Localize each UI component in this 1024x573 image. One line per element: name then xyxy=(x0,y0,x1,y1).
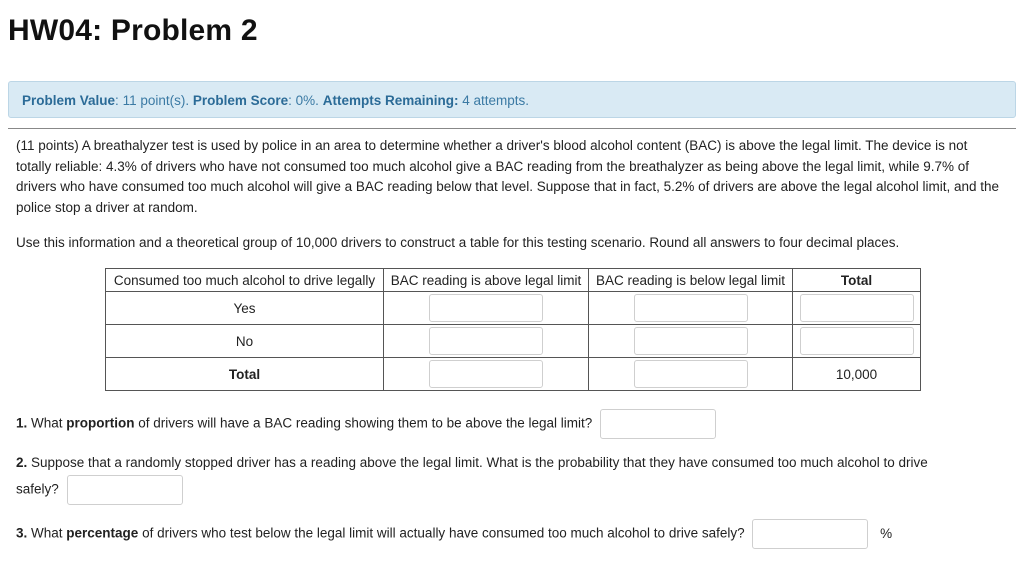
problem-value: 11 point(s). xyxy=(122,93,190,108)
table-row-no xyxy=(106,325,921,358)
header-above-limit: BAC reading is above legal limit xyxy=(384,269,589,292)
total-above-input[interactable] xyxy=(429,360,543,388)
attempts-remaining-label: Attempts Remaining: xyxy=(322,93,459,108)
problem-instruction: Use this information and a theoretical group of 10,000 drivers to construct a table for this testing scenario. Round all answers to four decimal places. xyxy=(16,235,900,250)
question-3-number: 3. xyxy=(16,525,28,541)
question-3: 3. What percentage of drivers who test below the legal limit will actually have consumed too much alcohol to drive safely? % xyxy=(16,519,892,549)
yes-above-input[interactable] xyxy=(429,294,543,322)
question-3-emphasis: percentage xyxy=(66,525,139,541)
question-1: 1. What proportion of drivers will have a BAC reading showing them to be above the legal limit? xyxy=(16,409,716,439)
problem-description: (11 points) A breathalyzer test is used by police in an area to determine whether a driver's blood alcohol content (BAC) is above the legal limit. The device is not totally reliable: 4.3% of drivers who have not consumed too much alcohol give a BAC reading from the breathalyzer as being above the legal limit, while 9.7% of drivers who have consumed too much alcohol will give a BAC reading below that level. Suppose that in fact, 5.2% of drivers are above the legal alcohol limit, and the police stop a driver at random. xyxy=(16,138,1000,215)
question-1-number: 1. xyxy=(16,415,28,431)
problem-value-label: Problem Value xyxy=(22,93,116,108)
table-row-yes xyxy=(106,292,921,325)
question-3-answer-input[interactable] xyxy=(752,519,868,549)
question-2-number: 2. xyxy=(16,455,28,470)
problem-score: 0%. xyxy=(295,93,319,108)
question-2-answer-input[interactable] xyxy=(67,475,183,505)
problem-status-bar: Problem Value: 11 point(s). Problem Score: 0%. Attempts Remaining: 4 attempts. xyxy=(8,81,1016,118)
table-row-total xyxy=(106,358,921,391)
total-below-input[interactable] xyxy=(634,360,748,388)
question-2: 2. Suppose that a randomly stopped driver has a reading above the legal limit. What is the probability that they have consumed too much alcohol to drive safely? xyxy=(16,451,1006,505)
row-label-no: No xyxy=(106,325,384,358)
no-total-input[interactable] xyxy=(800,327,914,355)
no-below-input[interactable] xyxy=(634,327,748,355)
row-label-yes: Yes xyxy=(106,292,384,325)
row-label-total: Total xyxy=(106,358,384,391)
divider xyxy=(8,128,1016,129)
header-consumed: Consumed too much alcohol to drive legally xyxy=(106,269,384,292)
problem-score-label: Problem Score xyxy=(192,93,289,108)
grand-total: 10,000 xyxy=(793,358,921,391)
table-header-row xyxy=(106,269,921,292)
header-below-limit: BAC reading is below legal limit xyxy=(589,269,793,292)
yes-below-input[interactable] xyxy=(634,294,748,322)
yes-total-input[interactable] xyxy=(800,294,914,322)
attempts-remaining: 4 attempts. xyxy=(462,93,530,108)
contingency-table xyxy=(105,268,921,391)
no-above-input[interactable] xyxy=(429,327,543,355)
question-1-emphasis: proportion xyxy=(66,415,135,431)
page-title: HW04: Problem 2 xyxy=(8,14,258,47)
percent-suffix: % xyxy=(880,525,893,541)
header-total: Total xyxy=(793,269,921,292)
question-1-answer-input[interactable] xyxy=(600,409,716,439)
